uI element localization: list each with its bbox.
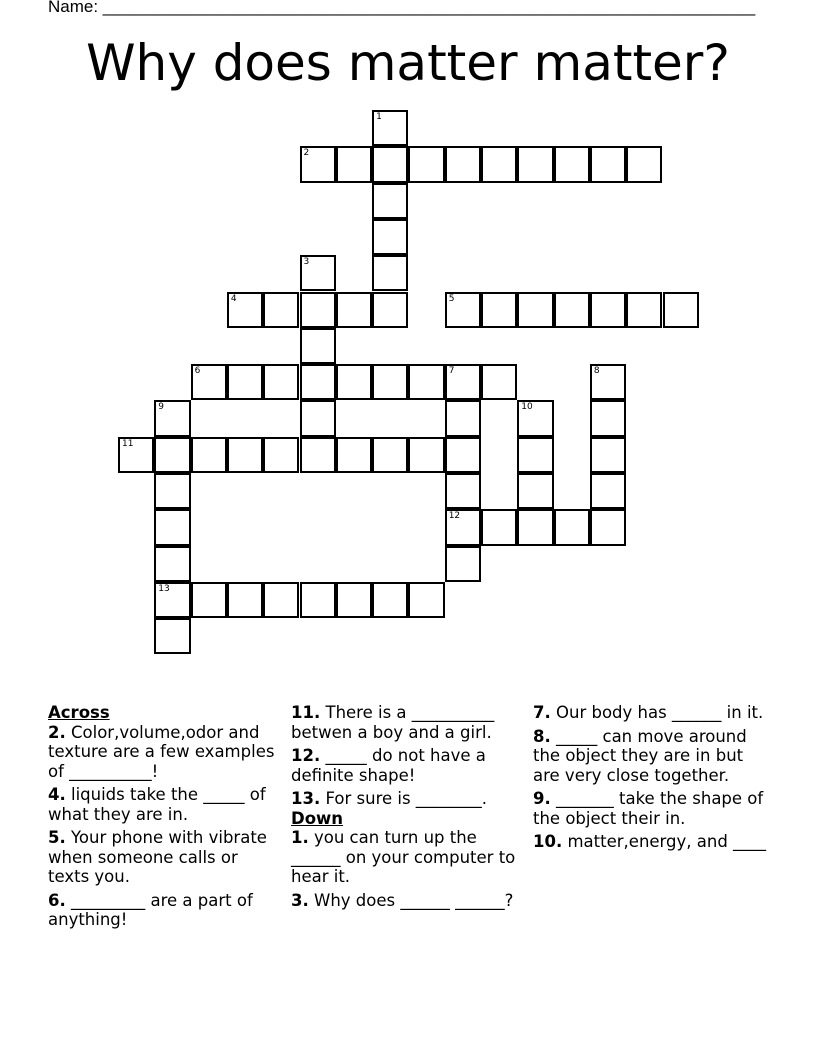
grid-cell[interactable] (263, 582, 299, 618)
clue-down-7 (533, 703, 769, 723)
cell-number: 3 (303, 257, 310, 268)
grid-cell[interactable] (481, 292, 517, 328)
clue-text: _____ do not have a definite shape! (291, 746, 486, 785)
cell-number: 9 (158, 402, 165, 413)
grid-cell[interactable] (372, 292, 408, 328)
grid-cell[interactable] (445, 292, 481, 328)
grid-cell[interactable] (154, 618, 190, 654)
clues-column-1 (48, 703, 276, 934)
grid-cell[interactable] (517, 400, 553, 436)
grid-cell[interactable] (227, 582, 263, 618)
grid-cell[interactable] (408, 146, 444, 182)
clue-number: 5. (48, 828, 66, 847)
cell-number: 11 (122, 438, 134, 449)
grid-cell[interactable] (227, 364, 263, 400)
clue-text: For sure is ________. (325, 789, 488, 808)
grid-cell[interactable] (372, 183, 408, 219)
grid-cell[interactable] (263, 292, 299, 328)
grid-cell[interactable] (191, 364, 227, 400)
clue-number: 10. (533, 832, 563, 851)
clue-number: 9. (533, 789, 551, 808)
grid-cell[interactable] (154, 437, 190, 473)
grid-cell[interactable] (663, 292, 699, 328)
grid-cell[interactable] (481, 509, 517, 545)
grid-cell[interactable] (263, 437, 299, 473)
grid-cell[interactable] (118, 437, 154, 473)
grid-cell[interactable] (227, 437, 263, 473)
grid-cell[interactable] (336, 437, 372, 473)
grid-cell[interactable] (300, 400, 336, 436)
grid-cell[interactable] (154, 400, 190, 436)
clue-across-6 (48, 891, 276, 930)
grid-cell[interactable] (408, 437, 444, 473)
grid-cell[interactable] (590, 146, 626, 182)
grid-cell[interactable] (227, 292, 263, 328)
clue-down-1 (291, 828, 527, 887)
grid-cell[interactable] (517, 473, 553, 509)
grid-cell[interactable] (554, 509, 590, 545)
clue-text: Color,volume,odor and texture are a few examples of __________! (48, 722, 275, 781)
grid-cell[interactable] (372, 582, 408, 618)
cell-number: 10 (521, 402, 533, 413)
grid-cell[interactable] (154, 546, 190, 582)
grid-cell[interactable] (590, 473, 626, 509)
grid-cell[interactable] (590, 437, 626, 473)
clue-number: 13. (291, 789, 321, 808)
clue-down-10 (533, 832, 769, 852)
clue-across-5 (48, 828, 276, 887)
cell-number: 2 (303, 148, 310, 159)
grid-cell[interactable] (517, 437, 553, 473)
clue-number: 12. (291, 746, 321, 765)
grid-cell[interactable] (300, 582, 336, 618)
clue-number: 1. (291, 828, 309, 847)
clue-text: Our body has ______ in it. (556, 703, 764, 722)
grid-cell[interactable] (481, 146, 517, 182)
grid-cell[interactable] (191, 582, 227, 618)
grid-cell[interactable] (372, 146, 408, 182)
grid-cell[interactable] (300, 364, 336, 400)
grid-cell[interactable] (300, 255, 336, 291)
clue-text: There is a __________ betwen a boy and a girl. (291, 703, 495, 742)
grid-cell[interactable] (445, 400, 481, 436)
cell-number: 5 (448, 293, 455, 304)
grid-cell[interactable] (372, 255, 408, 291)
grid-cell[interactable] (336, 146, 372, 182)
grid-cell[interactable] (445, 473, 481, 509)
grid-cell[interactable] (191, 437, 227, 473)
clue-across-12 (291, 746, 527, 785)
grid-cell[interactable] (372, 110, 408, 146)
grid-cell[interactable] (590, 400, 626, 436)
clue-number: 2. (48, 722, 66, 742)
grid-cell[interactable] (554, 146, 590, 182)
clues-column-2 (291, 703, 527, 914)
grid-cell[interactable] (300, 146, 336, 182)
clue-number: 7. (533, 703, 551, 722)
down-heading: Down (291, 808, 344, 828)
grid-cell[interactable] (554, 292, 590, 328)
across-heading: Across (48, 703, 110, 722)
grid-cell[interactable] (517, 509, 553, 545)
clue-across-2 (48, 723, 276, 782)
name-field[interactable]: Name: _____________________________________________________________________ (48, 0, 756, 16)
clue-number: 4. (48, 785, 66, 804)
grid-cell[interactable] (590, 509, 626, 545)
clue-text: _________ are a part of anything! (48, 890, 253, 929)
grid-cell[interactable] (154, 582, 190, 618)
grid-cell[interactable] (336, 292, 372, 328)
clue-down-9 (533, 789, 769, 828)
grid-cell[interactable] (517, 292, 553, 328)
grid-cell[interactable] (590, 292, 626, 328)
clues-column-3 (533, 703, 769, 856)
cell-number: 7 (448, 366, 455, 377)
grid-cell[interactable] (372, 219, 408, 255)
grid-cell[interactable] (445, 146, 481, 182)
grid-cell[interactable] (481, 364, 517, 400)
page-title: Why does matter matter? (86, 34, 730, 92)
cell-number: 4 (230, 293, 237, 304)
grid-cell[interactable] (408, 364, 444, 400)
clue-across-4 (48, 785, 276, 824)
clue-number: 6. (48, 890, 66, 910)
cell-number: 1 (376, 112, 382, 122)
grid-cell[interactable] (626, 292, 662, 328)
grid-cell[interactable] (336, 582, 372, 618)
clue-down-3 (291, 891, 527, 911)
clue-number: 11. (291, 703, 321, 722)
cell-number: 8 (593, 366, 600, 377)
grid-cell[interactable] (517, 146, 553, 182)
clue-number: 8. (533, 726, 551, 746)
grid-cell[interactable] (300, 437, 336, 473)
grid-cell[interactable] (445, 437, 481, 473)
grid-cell[interactable] (300, 292, 336, 328)
cell-number: 6 (194, 366, 201, 377)
clue-text: _____ can move around the object they are in but are very close together. (533, 726, 747, 785)
grid-cell[interactable] (445, 509, 481, 545)
clue-number: 3. (291, 890, 309, 910)
clue-across-13 (291, 789, 527, 809)
grid-cell[interactable] (590, 364, 626, 400)
clue-text: you can turn up the ______ on your computer to hear it. (291, 828, 516, 886)
clue-text: matter,energy, and ____ (567, 832, 767, 851)
clue-text: Why does ______ ______? (314, 890, 514, 910)
clue-down-8 (533, 727, 769, 786)
clue-text: Your phone with vibrate when someone calls or texts you. (48, 828, 267, 886)
grid-cell[interactable] (445, 364, 481, 400)
clue-text: liquids take the _____ of what they are in. (48, 785, 266, 824)
grid-cell[interactable] (263, 364, 299, 400)
grid-cell[interactable] (336, 364, 372, 400)
grid-cell[interactable] (372, 437, 408, 473)
cell-number: 13 (158, 583, 170, 594)
clue-text: _______ take the shape of the object their in. (533, 789, 764, 828)
grid-cell[interactable] (626, 146, 662, 182)
cell-number: 12 (448, 511, 461, 522)
clue-across-11 (291, 703, 527, 742)
grid-cell[interactable] (408, 582, 444, 618)
grid-cell[interactable] (300, 328, 336, 364)
grid-cell[interactable] (445, 546, 481, 582)
grid-cell[interactable] (154, 473, 190, 509)
grid-cell[interactable] (154, 509, 190, 545)
grid-cell[interactable] (372, 364, 408, 400)
